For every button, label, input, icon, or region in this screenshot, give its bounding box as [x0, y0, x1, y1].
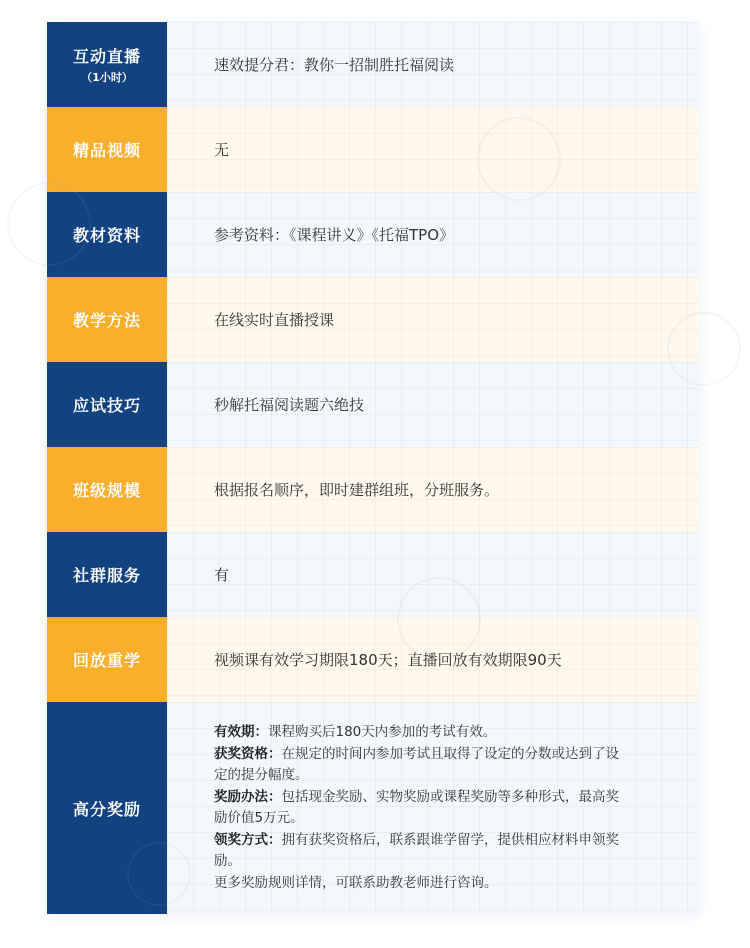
award-item-text: 课程购买后180天内参加的考试有效。: [268, 724, 497, 740]
award-item-eligibility: [214, 744, 631, 787]
row-label: 社群服务: [72, 566, 141, 585]
row-value: 在线实时直播授课: [214, 311, 335, 329]
award-item-key: 获奖资格：: [214, 745, 282, 762]
award-item-text: 拥有获奖资格后，联系跟谁学留学，提供相应材料申领奖励。: [214, 831, 619, 869]
award-item-key: 领奖方式：: [214, 831, 282, 848]
row-label: 教学方法: [72, 311, 141, 330]
award-footer: 更多奖励规则详情，可联系助教老师进行咨询。: [214, 874, 498, 891]
row-label-cell: [47, 107, 167, 192]
row-label-cell: [47, 447, 167, 532]
award-item-key: 有效期：: [214, 724, 268, 740]
table-row-award: [47, 702, 699, 914]
award-details-cell: [167, 702, 699, 914]
table-row-skills: [47, 362, 699, 447]
row-value-cell: [167, 617, 699, 702]
award-item-text: 在规定的时间内参加考试且取得了设定的分数或达到了设定的提分幅度。: [214, 745, 619, 783]
row-label-cell: [47, 22, 167, 107]
award-item-claim: [214, 830, 631, 873]
course-info-table: [47, 22, 699, 914]
row-sublabel: （1小时）: [81, 71, 133, 84]
row-value-cell: [167, 22, 699, 107]
table-row-community: [47, 532, 699, 617]
row-label: 教材资料: [72, 226, 141, 245]
row-value: 根据报名顺序，即时建群组班，分班服务。: [214, 481, 500, 499]
table-row-live: [47, 22, 699, 107]
award-item-key: 奖励办法：: [214, 788, 282, 805]
table-row-method: [47, 277, 699, 362]
award-item-text: 包括现金奖励、实物奖励或课程奖励等多种形式，最高奖励价值5万元。: [214, 788, 619, 826]
row-label: 应试技巧: [72, 396, 141, 415]
row-label: 互动直播: [72, 47, 141, 66]
row-value: 秒解托福阅读题六绝技: [214, 396, 365, 414]
row-value-cell: [167, 447, 699, 532]
row-label-cell: [47, 362, 167, 447]
row-label: 精品视频: [72, 141, 141, 160]
row-label: 回放重学: [72, 651, 141, 670]
row-label: 高分奖励: [72, 799, 141, 819]
row-label-cell: [47, 617, 167, 702]
row-value-cell: [167, 107, 699, 192]
award-item-validity: [214, 722, 631, 744]
row-label-cell: [47, 702, 167, 914]
table-row-materials: [47, 192, 699, 277]
row-value-cell: [167, 277, 699, 362]
table-row-class-size: [47, 447, 699, 532]
row-value-cell: [167, 192, 699, 277]
row-value-cell: [167, 532, 699, 617]
row-value: 速效提分君：教你一招制胜托福阅读: [214, 56, 455, 74]
table-row-replay: [47, 617, 699, 702]
award-details: [214, 722, 669, 894]
row-label-cell: [47, 192, 167, 277]
row-value: 有: [214, 566, 230, 584]
row-label-cell: [47, 277, 167, 362]
row-value-cell: [167, 362, 699, 447]
table-row-video: [47, 107, 699, 192]
row-value: 参考资料：《课程讲义》《托福TPO》: [214, 226, 455, 244]
row-value: 无: [214, 141, 230, 159]
award-item-method: [214, 787, 631, 830]
row-value: 视频课有效学习期限180天；直播回放有效期限90天: [214, 651, 562, 669]
row-label-cell: [47, 532, 167, 617]
row-label: 班级规模: [72, 481, 141, 500]
